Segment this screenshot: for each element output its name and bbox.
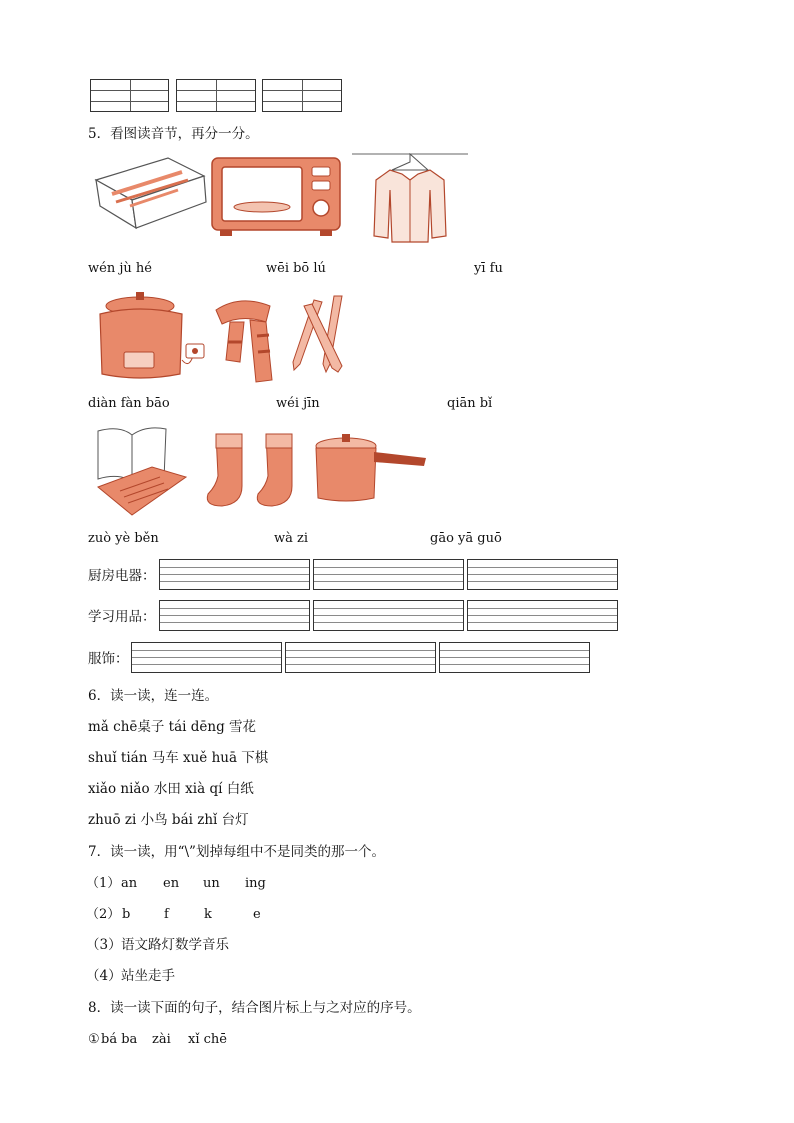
pinyin-dianfanbao: diàn fàn bāo bbox=[88, 396, 170, 411]
answer-box-kitchen-2[interactable] bbox=[313, 559, 464, 590]
answer-box-study-1[interactable] bbox=[159, 600, 310, 631]
answer-box-study-2[interactable] bbox=[313, 600, 464, 631]
q7-title: 7．读一读，用“\”划掉每组中不是同类的那一个。 bbox=[88, 844, 385, 860]
q7-item-1-word-1[interactable]: an bbox=[121, 876, 138, 891]
q6-line-3: xiǎo niǎo 水田 xià qí 白纸 bbox=[88, 781, 254, 797]
microwave-icon bbox=[210, 155, 342, 237]
answer-box-clothing-3[interactable] bbox=[439, 642, 590, 673]
q7-item-3-number: （3） bbox=[86, 937, 122, 953]
scarf-icon bbox=[210, 292, 282, 384]
q7-item-2-word-4[interactable]: e bbox=[253, 907, 261, 922]
answer-box-kitchen-3[interactable] bbox=[467, 559, 618, 590]
answer-box-kitchen-1[interactable] bbox=[159, 559, 310, 590]
category-kitchen-label: 厨房电器： bbox=[88, 568, 156, 584]
q8-item-1-number: ① bbox=[88, 1032, 100, 1047]
pinyin-qianbi: qiān bǐ bbox=[447, 396, 493, 411]
q7-item-1-word-4[interactable]: ing bbox=[245, 876, 266, 891]
q6-line-4: zhuō zi 小鸟 bái zhǐ 台灯 bbox=[88, 812, 249, 828]
q7-item-2-word-1[interactable]: b bbox=[122, 907, 131, 922]
notebook-icon bbox=[90, 425, 190, 517]
q8-title: 8．读一读下面的句子，结合图片标上与之对应的序号。 bbox=[88, 1000, 421, 1016]
pinyin-zuoyeben: zuò yè běn bbox=[88, 531, 159, 546]
q5-title: 5．看图读音节，再分一分。 bbox=[88, 126, 259, 142]
category-clothing-label: 服饰： bbox=[88, 651, 129, 667]
shirt-on-hanger-icon bbox=[352, 150, 470, 245]
q7-item-1-word-2[interactable]: en bbox=[163, 876, 180, 891]
q6-line-2: shuǐ tián 马车 xuě huā 下棋 bbox=[88, 750, 269, 766]
pinyin-weijin: wéi jīn bbox=[276, 396, 320, 411]
answer-box-clothing-2[interactable] bbox=[285, 642, 436, 673]
pencils-icon bbox=[288, 292, 352, 376]
pinyin-wazi: wà zi bbox=[274, 531, 309, 546]
q7-item-1-word-3[interactable]: un bbox=[203, 876, 220, 891]
writing-grid-2[interactable] bbox=[176, 79, 256, 112]
q7-item-2-word-3[interactable]: k bbox=[204, 907, 212, 922]
writing-grid-3[interactable] bbox=[262, 79, 342, 112]
writing-grid-1[interactable] bbox=[90, 79, 169, 112]
rice-cooker-icon bbox=[90, 290, 208, 384]
q8-item-1-word-3: xǐ chē bbox=[188, 1032, 227, 1047]
q6-line-1: mǎ chē桌子 tái dēng 雪花 bbox=[88, 719, 257, 735]
pinyin-yifu: yī fu bbox=[474, 261, 503, 276]
category-study-label: 学习用品： bbox=[88, 609, 156, 625]
q7-item-3-words[interactable]: 语文路灯数学音乐 bbox=[121, 937, 229, 953]
q7-item-2-number: （2） bbox=[86, 907, 121, 922]
q7-item-2-word-2[interactable]: f bbox=[164, 907, 169, 922]
q8-item-1-word-2: zài bbox=[152, 1032, 171, 1047]
pinyin-weibolu: wēi bō lú bbox=[266, 261, 326, 276]
q8-item-1-word-1: bá ba bbox=[101, 1032, 138, 1047]
q7-item-1-number: （1） bbox=[86, 876, 121, 891]
pressure-cooker-icon bbox=[312, 432, 428, 506]
pencil-case-icon bbox=[90, 150, 208, 240]
q7-item-4-words[interactable]: 站坐走手 bbox=[121, 968, 175, 984]
q6-title: 6．读一读，连一连。 bbox=[88, 688, 219, 704]
answer-box-clothing-1[interactable] bbox=[131, 642, 282, 673]
pinyin-gaoyaguo: gāo yā guō bbox=[430, 531, 502, 546]
pinyin-wenjuhe: wén jù hé bbox=[88, 261, 152, 276]
q7-item-4-number: （4） bbox=[86, 968, 122, 984]
answer-box-study-3[interactable] bbox=[467, 600, 618, 631]
socks-icon bbox=[200, 428, 310, 512]
